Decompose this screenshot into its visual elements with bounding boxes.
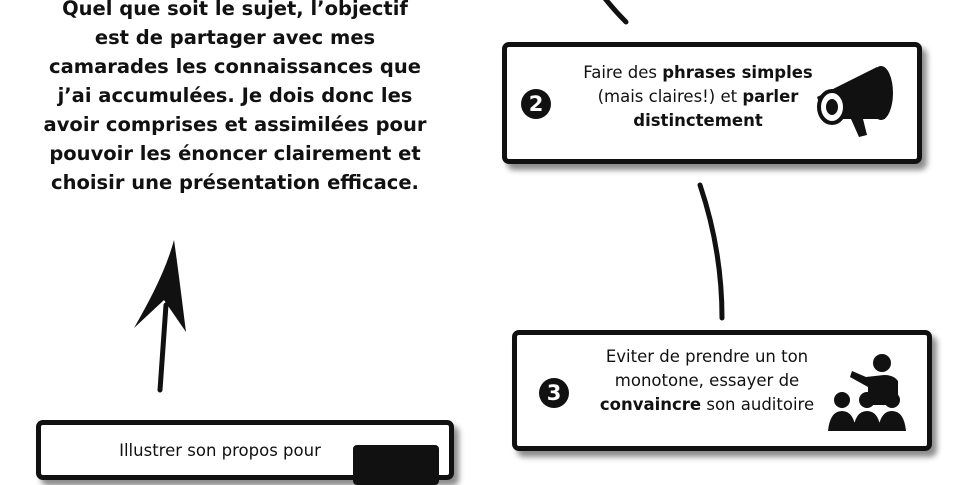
step-2-emphasis: phrases simples [662, 63, 813, 82]
intro-line: Quel que soit le sujet, l’objectif [62, 0, 408, 20]
audience-icon [822, 351, 917, 436]
illustration-icon [353, 445, 439, 485]
step-3-emphasis: convaincre [599, 395, 702, 414]
step-number-badge: 3 [539, 378, 569, 408]
up-arrow-head [134, 240, 186, 332]
step-4-text: Illustrer son propos pour [119, 441, 321, 460]
step-2-emphasis: distinctement [633, 111, 763, 130]
intro-line: est de partager avec mes [94, 26, 376, 49]
intro-line: j’ai accumulées. Je dois donc les [57, 84, 413, 107]
step-2-text: Faire des phrases simples (mais claires!) et parler distinctement [583, 63, 813, 130]
intro-paragraph [40, 0, 430, 197]
right-connector-line [700, 185, 722, 318]
intro-line: camarades les connaissances que [49, 55, 421, 78]
intro-line: pouvoir les énoncer clairement et [49, 142, 421, 165]
step-3-text: Eviter de prendre un ton monotone, essayer de convaincre son auditoire [599, 347, 815, 414]
step-2-card [502, 42, 922, 164]
step-number-badge: 2 [521, 89, 551, 119]
step-2-emphasis: parler [742, 87, 799, 106]
up-arrow-shaft [160, 305, 166, 390]
step-4-card [36, 420, 454, 480]
intro-line: choisir une présentation efficace. [51, 171, 419, 194]
intro-line: avoir comprises et assimilées pour [43, 113, 427, 136]
step-3-card [512, 330, 932, 451]
megaphone-icon [807, 57, 902, 142]
top-connector-line [603, 0, 626, 22]
